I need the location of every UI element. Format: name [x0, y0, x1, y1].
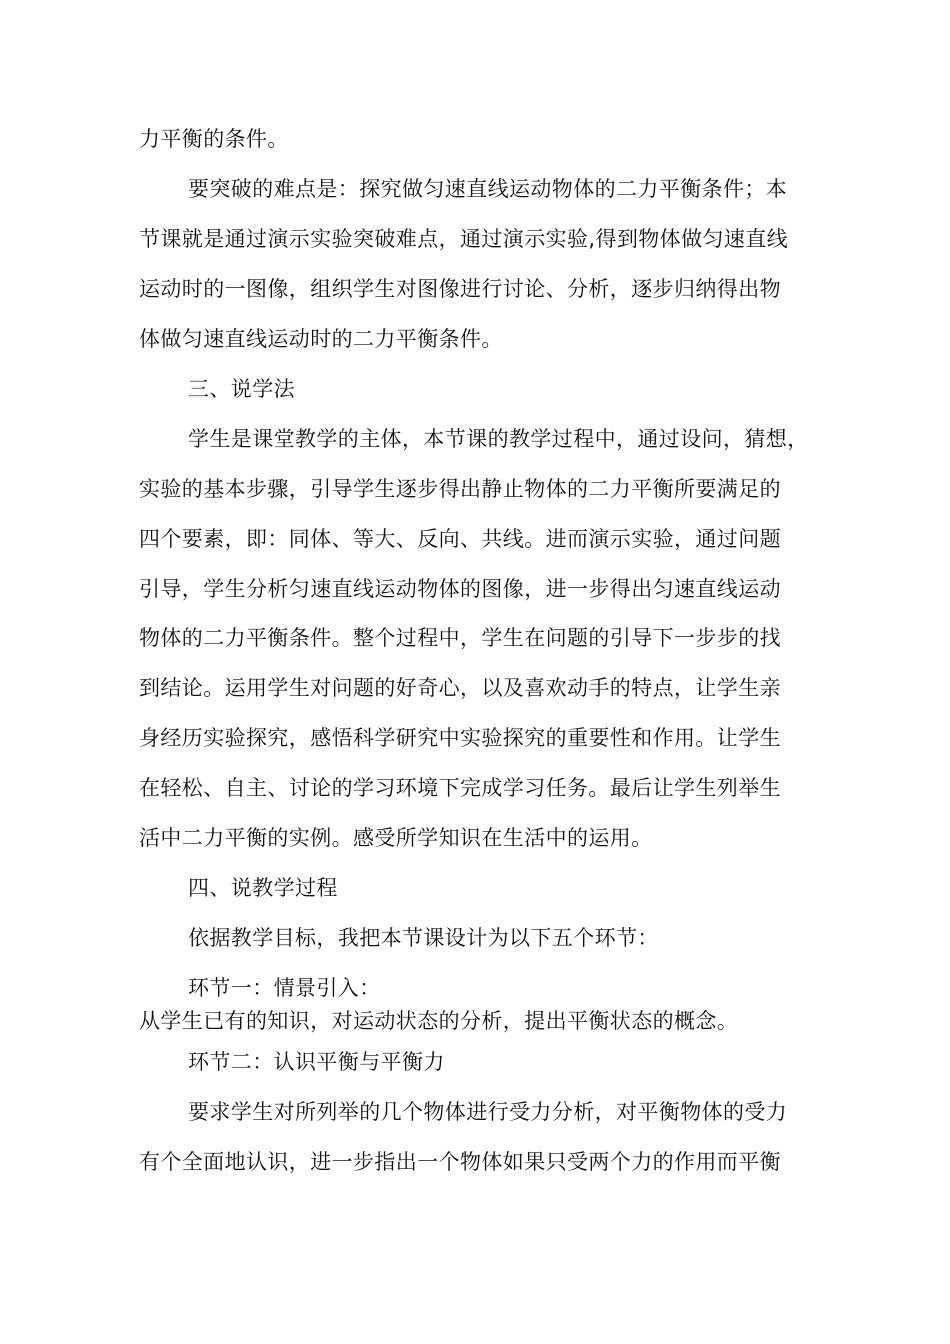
text-line-4: 运动时的一图像，组织学生对图像进行讨论、分析，逐步归纳得出物 — [139, 277, 781, 301]
text-line-21: 要求学生对所列举的几个物体进行受力分析，对平衡物体的受力 — [188, 1100, 788, 1124]
text-line-22: 有个全面地认识，进一步指出一个物体如果只受两个力的作用而平衡 — [139, 1150, 781, 1174]
text-line-1: 力平衡的条件。 — [139, 127, 289, 151]
text-line-17: 依据教学目标，我把本节课设计为以下五个环节： — [188, 926, 659, 950]
text-line-14: 在轻松、自主、讨论的学习环境下完成学习任务。最后让学生列举生 — [139, 776, 781, 800]
text-line-9: 四个要素，即：同体、等大、反向、共线。进而演示实验，通过问题 — [139, 527, 781, 551]
subsection-heading-2: 环节二：认识平衡与平衡力 — [188, 1050, 445, 1074]
text-line-19: 从学生已有的知识，对运动状态的分析，提出平衡状态的概念。 — [139, 1009, 739, 1033]
text-line-11: 物体的二力平衡条件。整个过程中，学生在问题的引导下一步步的找 — [139, 626, 781, 650]
subsection-heading-1: 环节一：情景引入： — [188, 976, 381, 1000]
text-line-7: 学生是课堂教学的主体，本节课的教学过程中，通过设问，猜想， — [188, 427, 809, 451]
text-line-12: 到结论。运用学生对问题的好奇心，以及喜欢动手的特点，让学生亲 — [139, 676, 781, 700]
text-line-2: 要突破的难点是：探究做匀速直线运动物体的二力平衡条件；本 — [188, 177, 788, 201]
section-heading-3: 三、说学法 — [188, 377, 295, 401]
text-line-3: 节课就是通过演示实验突破难点，通过演示实验,得到物体做匀速直线 — [139, 227, 789, 251]
text-line-10: 引导，学生分析匀速直线运动物体的图像，进一步得出匀速直线运动 — [139, 577, 781, 601]
section-heading-4: 四、说教学过程 — [188, 876, 338, 900]
text-line-15: 活中二力平衡的实例。感受所学知识在生活中的运用。 — [139, 826, 653, 850]
text-line-8: 实验的基本步骤，引导学生逐步得出静止物体的二力平衡所要满足的 — [139, 477, 781, 501]
text-line-13: 身经历实验探究，感悟科学研究中实验探究的重要性和作用。让学生 — [139, 726, 781, 750]
text-line-5: 体做匀速直线运动时的二力平衡条件。 — [139, 327, 503, 351]
